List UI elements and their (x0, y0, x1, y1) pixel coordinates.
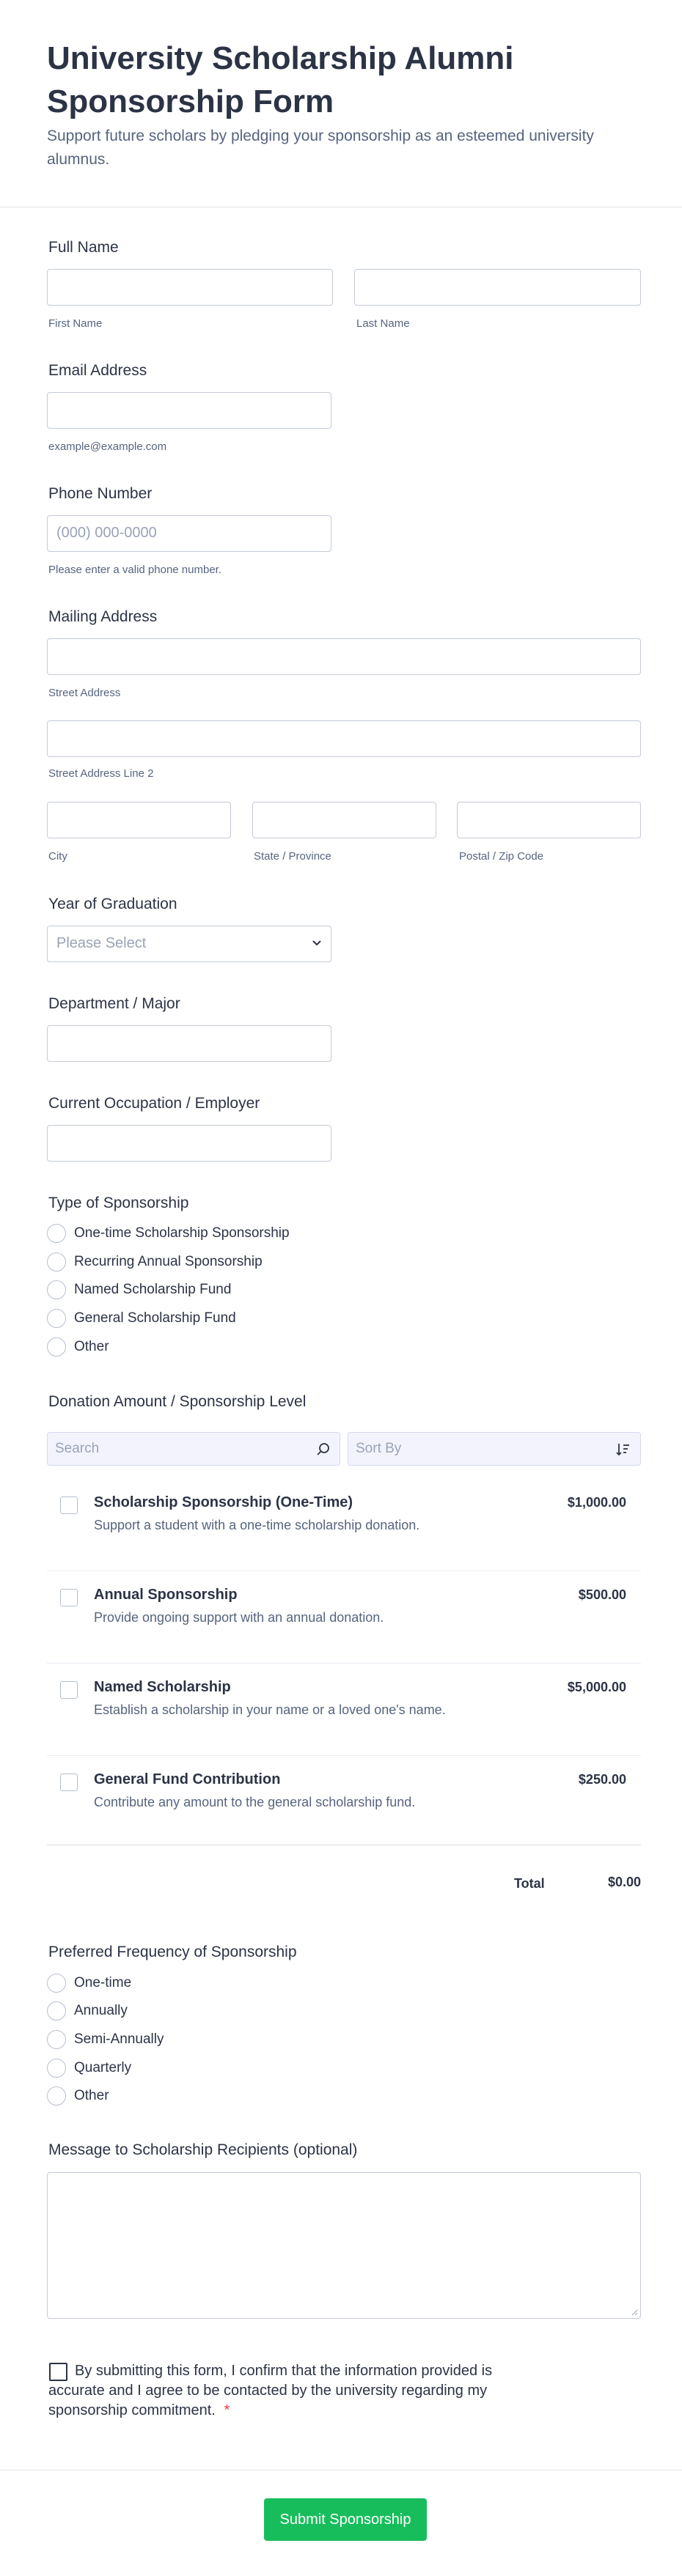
frequency-option[interactable] (47, 2030, 164, 2049)
state-input[interactable] (252, 802, 436, 838)
radio-button[interactable] (47, 1309, 66, 1328)
required-asterisk: * (224, 2402, 230, 2418)
graduation-label: Year of Graduation (48, 896, 177, 912)
frequency-option[interactable] (47, 1974, 131, 1993)
address-label: Mailing Address (48, 608, 158, 625)
street2-sublabel: Street Address Line 2 (48, 767, 154, 780)
department-input[interactable] (47, 1025, 331, 1062)
first-name-input[interactable] (47, 269, 333, 306)
product-name: General Fund Contribution (94, 1771, 281, 1787)
phone-sublabel: Please enter a valid phone number. (48, 564, 221, 576)
sponsorship-type-option[interactable] (47, 1252, 263, 1272)
message-textarea[interactable] (47, 2172, 641, 2319)
product-sort-select[interactable] (348, 1432, 641, 1466)
full-name-label: Full Name (48, 239, 119, 256)
radio-button[interactable] (47, 2001, 66, 2020)
product-checkbox[interactable] (60, 1681, 78, 1699)
radio-label: Other (74, 1339, 109, 1354)
product-checkbox[interactable] (60, 1774, 78, 1791)
product-name: Annual Sponsorship (94, 1587, 238, 1603)
zip-sublabel: Postal / Zip Code (459, 850, 544, 863)
occupation-label: Current Occupation / Employer (48, 1095, 260, 1112)
frequency-option[interactable] (47, 2059, 131, 2078)
consent-label: By submitting this form, I confirm that the information provided is accurate and I agree to be contacted by the university regarding my sponsorship commitment. (48, 2363, 493, 2418)
sponsorship-type-option[interactable] (47, 1280, 231, 1299)
donation-label: Donation Amount / Sponsorship Level (48, 1393, 307, 1410)
chevron-down-icon (312, 940, 322, 947)
frequency-label: Preferred Frequency of Sponsorship (48, 1944, 297, 1960)
graduation-select[interactable] (47, 926, 331, 962)
form-title: University Scholarship Alumni Sponsorship Form (47, 40, 514, 119)
last-name-input[interactable] (354, 269, 641, 306)
radio-label: Quarterly (74, 2060, 132, 2075)
zip-input[interactable] (457, 802, 641, 838)
radio-button[interactable] (47, 2086, 66, 2106)
radio-label: Named Scholarship Fund (74, 1282, 232, 1297)
occupation-input[interactable] (47, 1125, 331, 1162)
street2-input[interactable] (47, 720, 641, 757)
search-icon (316, 1442, 331, 1457)
email-sublabel: example@example.com (48, 440, 167, 453)
radio-label: Other (74, 2088, 109, 2103)
product-name: Scholarship Sponsorship (One-Time) (94, 1494, 353, 1510)
search-placeholder: Search (55, 1441, 100, 1456)
radio-label: Recurring Annual Sponsorship (74, 1254, 263, 1269)
last-name-sublabel: Last Name (356, 317, 410, 330)
product-search-input[interactable] (47, 1432, 340, 1466)
product-price: $5,000.00 (567, 1680, 626, 1694)
submit-area (0, 2470, 682, 2576)
product-checkbox[interactable] (60, 1589, 78, 1606)
product-description: Provide ongoing support with an annual donation. (94, 1610, 384, 1625)
radio-label: One-time (74, 1975, 132, 1990)
product-price: $250.00 (578, 1772, 626, 1787)
frequency-option[interactable] (47, 2086, 109, 2106)
street-input[interactable] (47, 638, 641, 675)
total-value: $0.00 (607, 1875, 641, 1889)
radio-label: Annually (74, 2003, 128, 2018)
form-subtitle: Support future scholars by pledging your sponsorship as an esteemed university alumnus. (47, 128, 594, 168)
product-price: $500.00 (578, 1587, 626, 1602)
radio-button[interactable] (47, 1280, 66, 1299)
product-item[interactable] (47, 1479, 641, 1571)
radio-button[interactable] (47, 1337, 66, 1357)
radio-button[interactable] (47, 1252, 66, 1272)
product-checkbox[interactable] (60, 1496, 78, 1514)
radio-label: Semi-Annually (74, 2031, 164, 2047)
state-sublabel: State / Province (254, 850, 331, 863)
graduation-placeholder: Please Select (56, 935, 147, 951)
email-label: Email Address (48, 362, 147, 379)
city-sublabel: City (48, 850, 67, 863)
product-description: Establish a scholarship in your name or a loved one's name. (94, 1702, 446, 1717)
radio-button[interactable] (47, 2059, 66, 2078)
phone-label: Phone Number (48, 485, 153, 502)
sponsorship-type-option[interactable] (47, 1309, 236, 1328)
product-name: Named Scholarship (94, 1679, 231, 1695)
product-description: Support a student with a one-time scholarship donation. (94, 1518, 420, 1532)
sort-icon (615, 1442, 631, 1458)
consent-text (48, 2361, 547, 2421)
resize-handle-icon[interactable] (631, 2309, 638, 2316)
product-description: Contribute any amount to the general scholarship fund. (94, 1795, 416, 1809)
radio-button[interactable] (47, 1974, 66, 1993)
first-name-sublabel: First Name (48, 317, 103, 330)
radio-label: General Scholarship Fund (74, 1310, 236, 1326)
street-sublabel: Street Address (48, 687, 121, 699)
phone-input[interactable] (47, 515, 331, 552)
sort-placeholder: Sort By (356, 1441, 402, 1456)
radio-label: One-time Scholarship Sponsorship (74, 1225, 290, 1241)
message-label: Message to Scholarship Recipients (optional) (48, 2141, 358, 2158)
sponsorship-type-option[interactable] (47, 1337, 109, 1357)
submit-button[interactable]: Submit Sponsorship (264, 2498, 427, 2541)
product-item[interactable] (47, 1756, 641, 1845)
radio-button[interactable] (47, 2030, 66, 2049)
form-header (0, 0, 682, 207)
product-item[interactable] (47, 1571, 641, 1664)
sponsorship-type-option[interactable] (47, 1224, 290, 1243)
frequency-option[interactable] (47, 2001, 128, 2020)
phone-placeholder: (000) 000-0000 (56, 525, 157, 541)
department-label: Department / Major (48, 995, 180, 1012)
city-input[interactable] (47, 802, 231, 838)
product-price: $1,000.00 (567, 1495, 626, 1510)
sponsorship-type-label: Type of Sponsorship (48, 1195, 189, 1211)
radio-button[interactable] (47, 1224, 66, 1243)
total-label: Total (514, 1876, 545, 1891)
product-item[interactable] (47, 1664, 641, 1756)
email-input[interactable] (47, 392, 331, 429)
